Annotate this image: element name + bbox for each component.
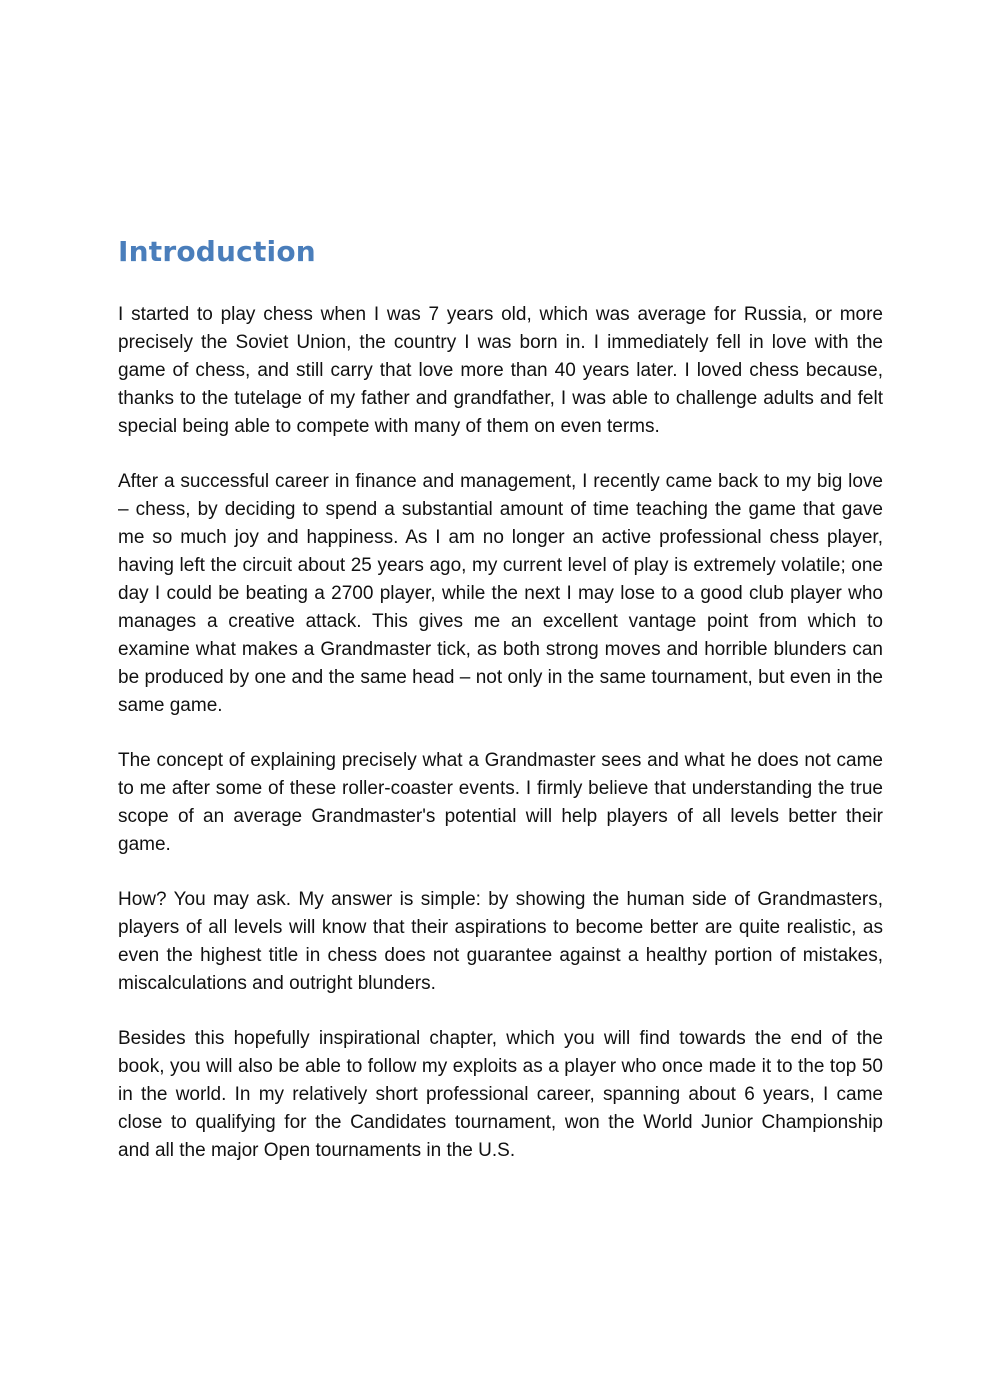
page-title: Introduction — [118, 235, 316, 268]
paragraph-1: I started to play chess when I was 7 years old, which was average for Russia, or more precisely the Soviet Union, the country I was born in. I immediately fell in love with the game of chess, and still carry that love more than 40 years later. I loved chess because, thanks to the tutelage of my father and grandfather, I was able to challenge adults and felt special being able to compete with many of them on even terms. — [118, 304, 883, 437]
paragraph-2: After a successful career in finance and management, I recently came back to my big love – chess, by deciding to spend a substantial amount of time teaching the game that gave me so much joy and happiness. As I am no longer an active professional chess player, having left the circuit about 25 years ago, my current level of play is extremely volatile; one day I could be beating a 2700 player, while the next I may lose to a good club player who manages a creative attack. This gives me an excellent vantage point from which to examine what makes a Grandmaster tick, as both strong moves and horrible blunders can be produced by one and the same head – not only in the same tournament, but even in the same game. — [118, 471, 883, 716]
document-page — [118, 232, 883, 1192]
paragraph-5: Besides this hopefully inspirational chapter, which you will find towards the end of the book, you will also be able to follow my exploits as a player who once made it to the top 50 in the world. In my relatively short professional career, spanning about 6 years, I came close to qualifying for the Candidates tournament, won the World Junior Championship and all the major Open tournaments in the U.S. — [118, 1028, 883, 1161]
paragraph-4: How? You may ask. My answer is simple: by showing the human side of Grandmasters, players of all levels will know that their aspirations to become better are quite realistic, as even the highest title in chess does not guarantee against a healthy portion of mistakes, miscalculations and outright blunders. — [118, 889, 883, 994]
body-text — [118, 301, 883, 1165]
paragraph-3: The concept of explaining precisely what a Grandmaster sees and what he does not came to me after some of these roller-coaster events. I firmly believe that understanding the true scope of an average Grandmaster's potential will help players of all levels better their game. — [118, 750, 883, 855]
